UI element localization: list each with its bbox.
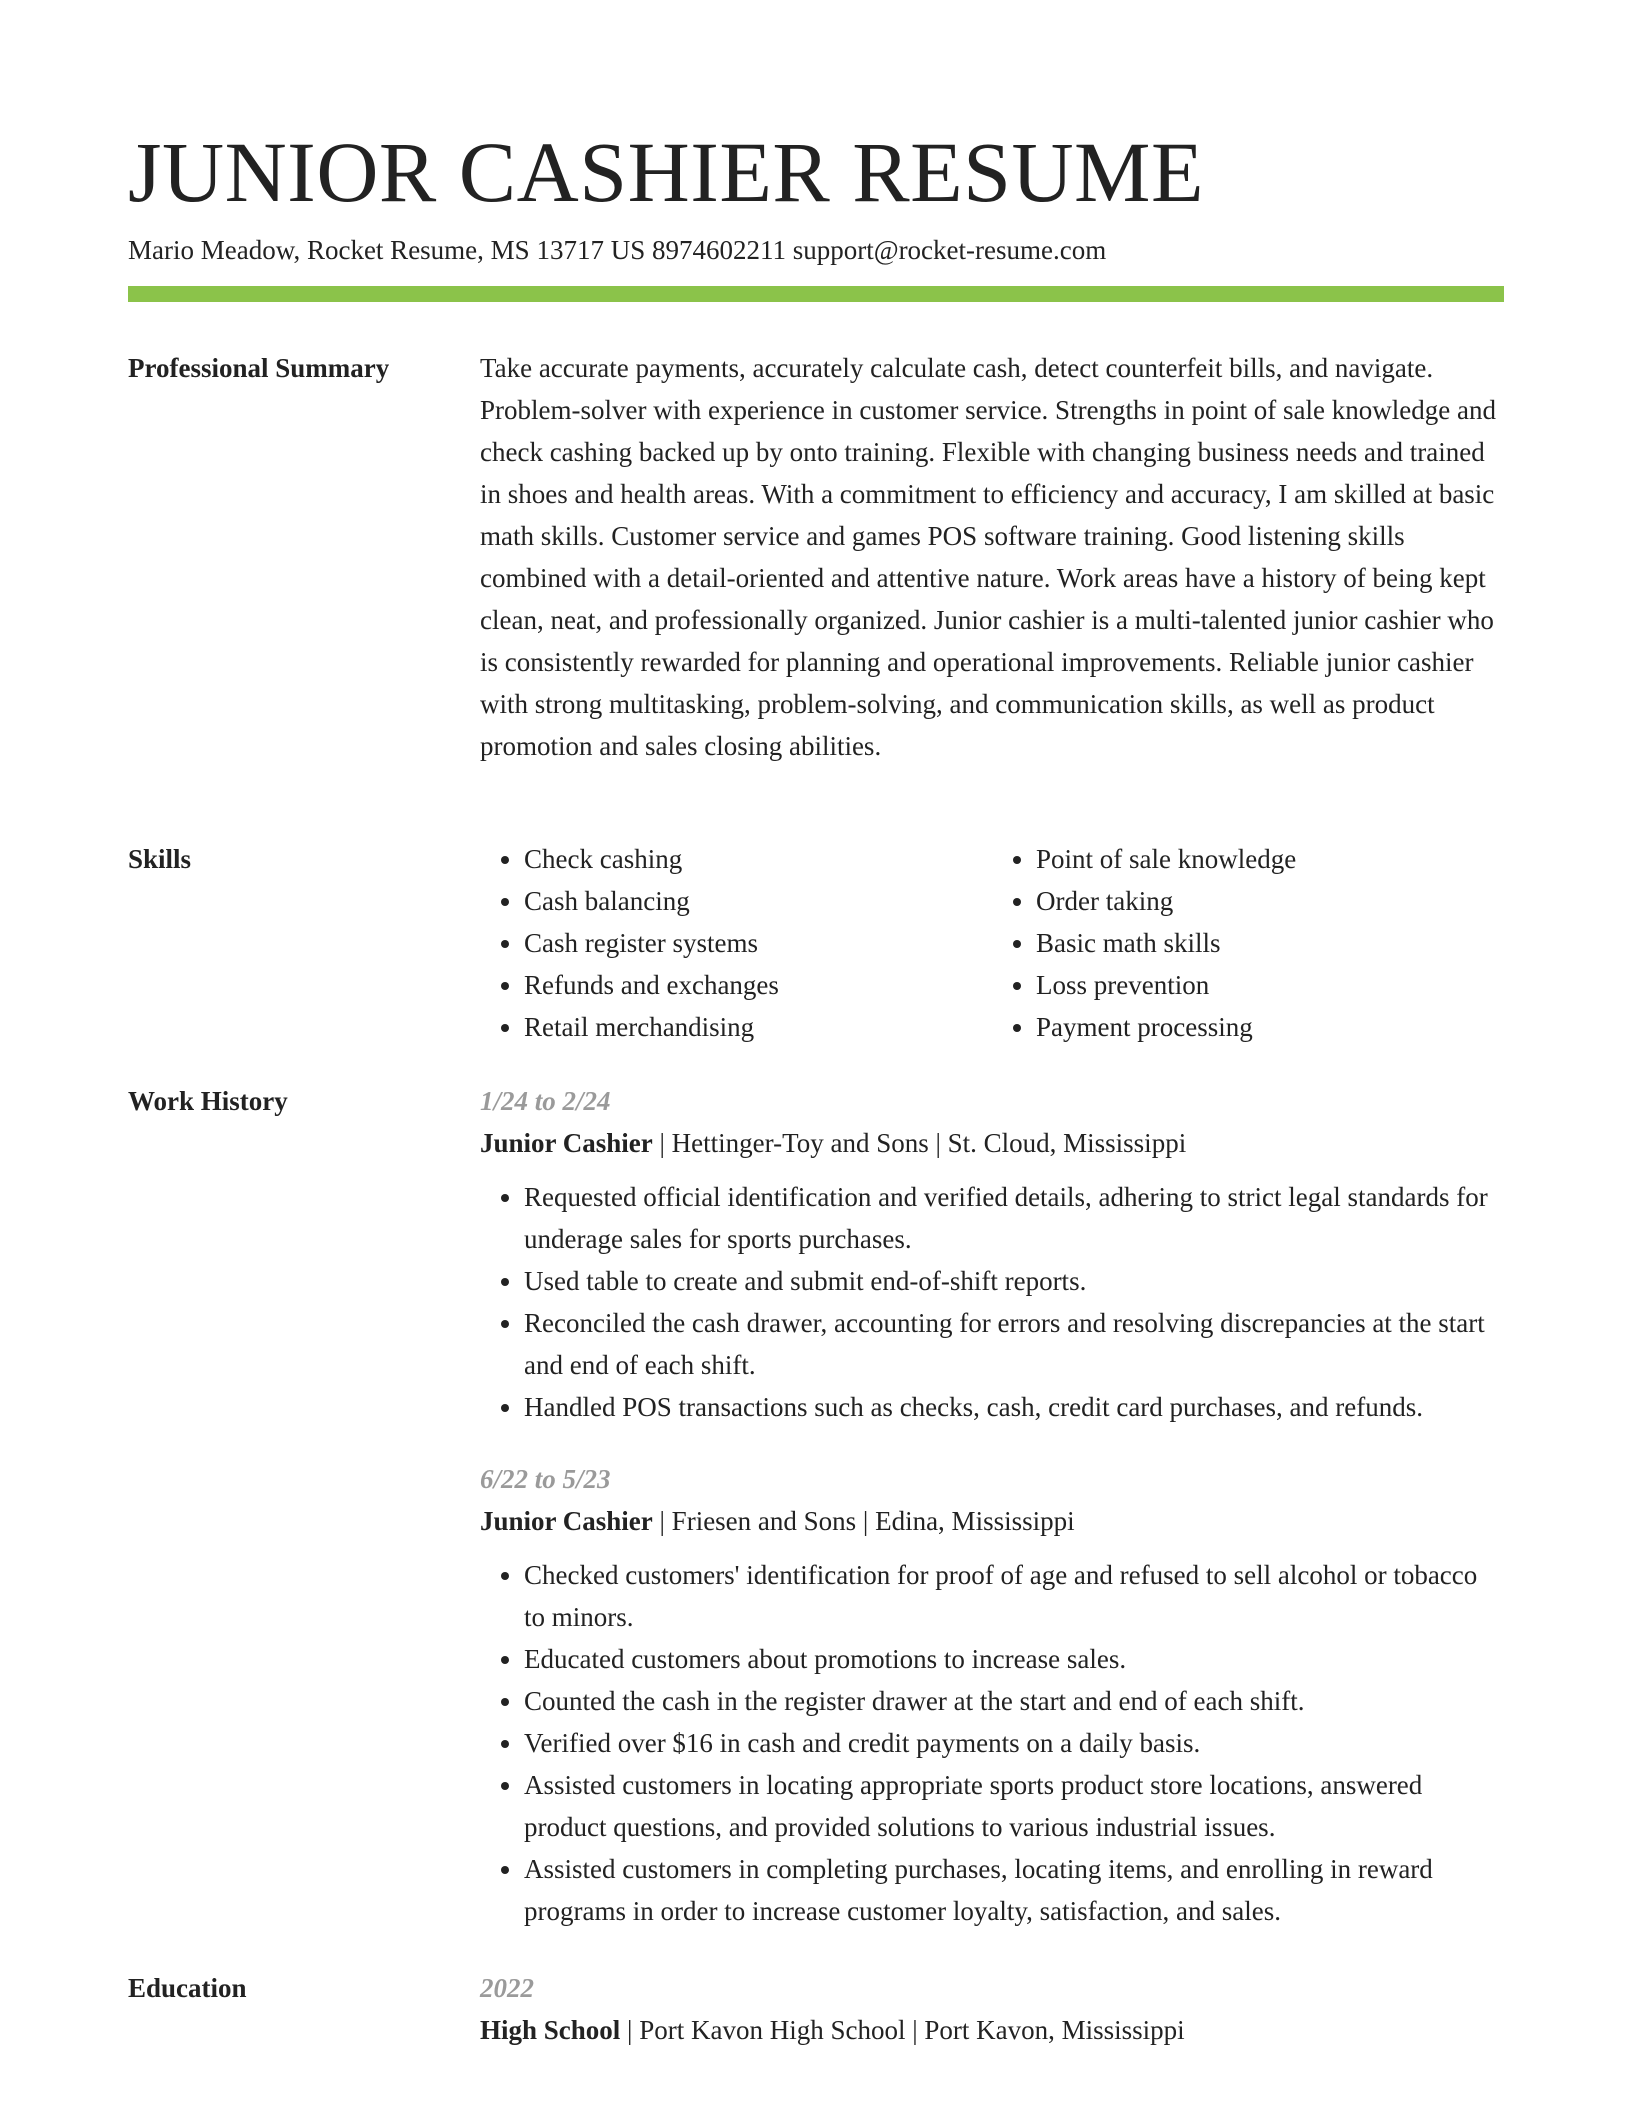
resume-title: JUNIOR CASHIER RESUME <box>128 124 1205 220</box>
skill-item: • Refunds and exchanges <box>524 964 992 1006</box>
skill-item: • Order taking <box>1036 880 1504 922</box>
job-employer-location: | Friesen and Sons | Edina, Mississippi <box>652 1506 1075 1536</box>
job-duty: • Counted the cash in the register drawer at the start and end of each shift. <box>524 1680 1504 1722</box>
job-duty: • Educated customers about promotions to increase sales. <box>524 1638 1504 1680</box>
job-title: Junior Cashier <box>480 1128 653 1158</box>
education-dates: 2022 <box>480 1973 534 2003</box>
education-line <box>480 2009 1504 2051</box>
skill-item: • Retail merchandising <box>524 1006 992 1048</box>
job-duties-list <box>480 1554 1504 1932</box>
summary-heading: Professional Summary <box>128 353 390 383</box>
job-employer-location: | Hettinger-Toy and Sons | St. Cloud, Mississippi <box>652 1128 1187 1158</box>
contact-line: Mario Meadow, Rocket Resume, MS 13717 US 8974602211 support@rocket-resume.com <box>128 235 1107 265</box>
job-entry <box>480 1458 1504 1932</box>
job-duty: • Checked customers' identification for proof of age and refused to sell alcohol or tobacco to minors. <box>524 1554 1504 1638</box>
skill-item: • Point of sale knowledge <box>1036 838 1504 880</box>
job-dates: 1/24 to 2/24 <box>480 1086 611 1116</box>
skill-item: • Loss prevention <box>1036 964 1504 1006</box>
skill-item: • Cash balancing <box>524 880 992 922</box>
job-title: Junior Cashier <box>480 1506 653 1536</box>
job-dates: 6/22 to 5/23 <box>480 1464 611 1494</box>
skill-item: • Cash register systems <box>524 922 992 964</box>
skill-item: • Payment processing <box>1036 1006 1504 1048</box>
job-duty: • Assisted customers in completing purchases, locating items, and enrolling in reward programs in order to increase customer loyalty, satisfaction, and sales. <box>524 1848 1504 1932</box>
skills-list-right <box>992 838 1504 1048</box>
job-entry <box>480 1080 1504 1428</box>
work-history-heading: Work History <box>128 1086 288 1116</box>
job-duty: • Requested official identification and verified details, adhering to strict legal standards for underage sales for sports purchases. <box>524 1176 1504 1260</box>
skill-item: • Check cashing <box>524 838 992 880</box>
job-duty: • Assisted customers in locating appropriate sports product store locations, answered product questions, and provided solutions to various industrial issues. <box>524 1764 1504 1848</box>
skills-heading: Skills <box>128 844 192 874</box>
skills-list-left <box>480 838 992 1048</box>
job-duty: • Reconciled the cash drawer, accounting for errors and resolving discrepancies at the start and end of each shift. <box>524 1302 1504 1386</box>
education-heading: Education <box>128 1973 247 2003</box>
education-school-location: | Port Kavon High School | Port Kavon, Mississippi <box>620 2015 1185 2045</box>
skill-item: • Basic math skills <box>1036 922 1504 964</box>
job-duty: • Used table to create and submit end-of-shift reports. <box>524 1260 1504 1302</box>
job-duty: • Verified over $16 in cash and credit payments on a daily basis. <box>524 1722 1504 1764</box>
job-duties-list <box>480 1176 1504 1428</box>
job-title-line <box>480 1122 1504 1164</box>
skills-grid <box>480 838 1504 1048</box>
job-duty: • Handled POS transactions such as checks, cash, credit card purchases, and refunds. <box>524 1386 1504 1428</box>
accent-divider <box>128 286 1504 302</box>
summary-text: Take accurate payments, accurately calculate cash, detect counterfeit bills, and navigate. Problem-solver with experience in customer service. Strengths in point of sale knowledge and check cashing backed up by onto training. Flexible with changing business needs and trained in shoes and health areas. With a commitment to efficiency and accuracy, I am skilled at basic math skills. Customer service and games POS software training. Good listening skills combined with a detail-oriented and attentive nature. Work areas have a history of being kept clean, neat, and professionally organized. Junior cashier is a multi-talented junior cashier who is consistently rewarded for planning and operational improvements. Reliable junior cashier with strong multitasking, problem-solving, and communication skills, as well as product promotion and sales closing abilities. <box>480 353 1496 761</box>
job-title-line <box>480 1500 1504 1542</box>
education-degree: High School <box>480 2015 621 2045</box>
